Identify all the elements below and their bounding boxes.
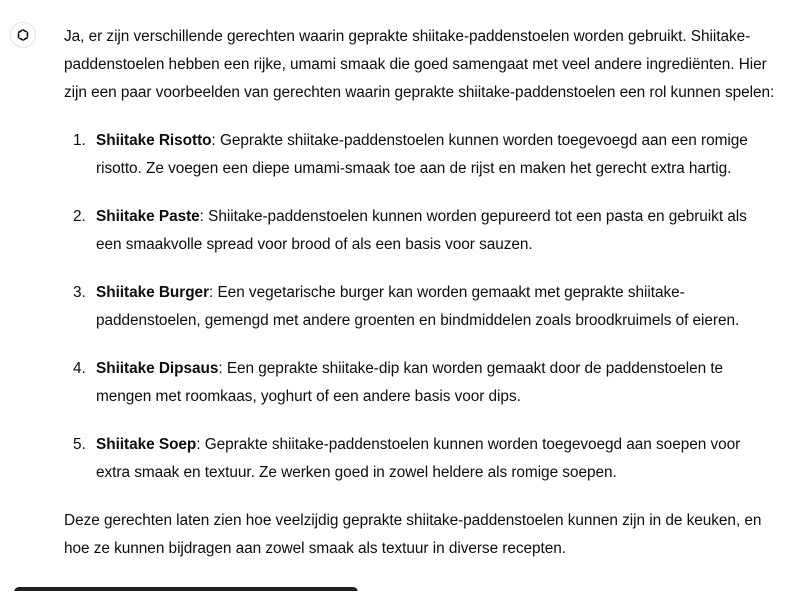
- list-item-title: Shiitake Burger: [96, 284, 210, 301]
- list-item: [64, 431, 776, 487]
- list-item-text: : Geprakte shiitake-paddenstoelen kunnen worden toegevoegd aan soepen voor extra smaak en textuur. Ze werken goed in zowel heldere als romige soepen.: [96, 436, 741, 481]
- list-item-text: : Een geprakte shiitake-dip kan worden gemaakt door de paddenstoelen te mengen met roomkaas, yoghurt of een andere basis voor dips.: [96, 360, 724, 405]
- list-item-text: : Een vegetarische burger kan worden gemaakt met geprakte shiitake-paddenstoelen, gemengd met andere groenten en bindmiddelen zoals broodkruimels of eieren.: [96, 284, 740, 329]
- list-item-number: 2.: [73, 208, 86, 225]
- assistant-message: [64, 23, 776, 563]
- list-item-title: Shiitake Paste: [96, 208, 200, 225]
- list-item-number: 3.: [73, 284, 86, 301]
- list-item-title: Shiitake Risotto: [96, 132, 212, 149]
- list-item: [64, 279, 776, 335]
- list-item-number: 4.: [73, 360, 86, 377]
- recipe-list: [64, 127, 776, 487]
- list-item: [64, 203, 776, 259]
- list-item-number: 1.: [73, 132, 86, 149]
- openai-logo-icon: [15, 27, 31, 43]
- list-item: [64, 127, 776, 183]
- list-item-number: 5.: [73, 436, 86, 453]
- list-item-title: Shiitake Dipsaus: [96, 360, 219, 377]
- message-outro: Deze gerechten laten zien hoe veelzijdig geprakte shiitake-paddenstoelen kunnen zijn in de keuken, en hoe ze kunnen bijdragen aan zowel smaak als textuur in diverse recepten.: [64, 512, 762, 557]
- list-item-text: : Shiitake-paddenstoelen kunnen worden gepureerd tot een pasta en gebruikt als een smaakvolle spread voor brood of als een basis voor sauzen.: [96, 208, 747, 253]
- floating-pill[interactable]: [14, 587, 358, 591]
- list-item-title: Shiitake Soep: [96, 436, 197, 453]
- message-intro: Ja, er zijn verschillende gerechten waarin geprakte shiitake-paddenstoelen worden gebruikt. Shiitake-paddenstoelen hebben een rijke, umami smaak die goed samengaat met veel andere ingrediënten. Hier zijn een paar voorbeelden van gerechten waarin geprakte shiitake-paddenstoelen een rol kunnen spelen:: [64, 28, 775, 101]
- assistant-avatar: [10, 22, 36, 48]
- list-item-text: : Geprakte shiitake-paddenstoelen kunnen worden toegevoegd aan een romige risotto. Ze voegen een diepe umami-smaak toe aan de rijst en maken het gerecht extra hartig.: [96, 132, 748, 177]
- list-item: [64, 355, 776, 411]
